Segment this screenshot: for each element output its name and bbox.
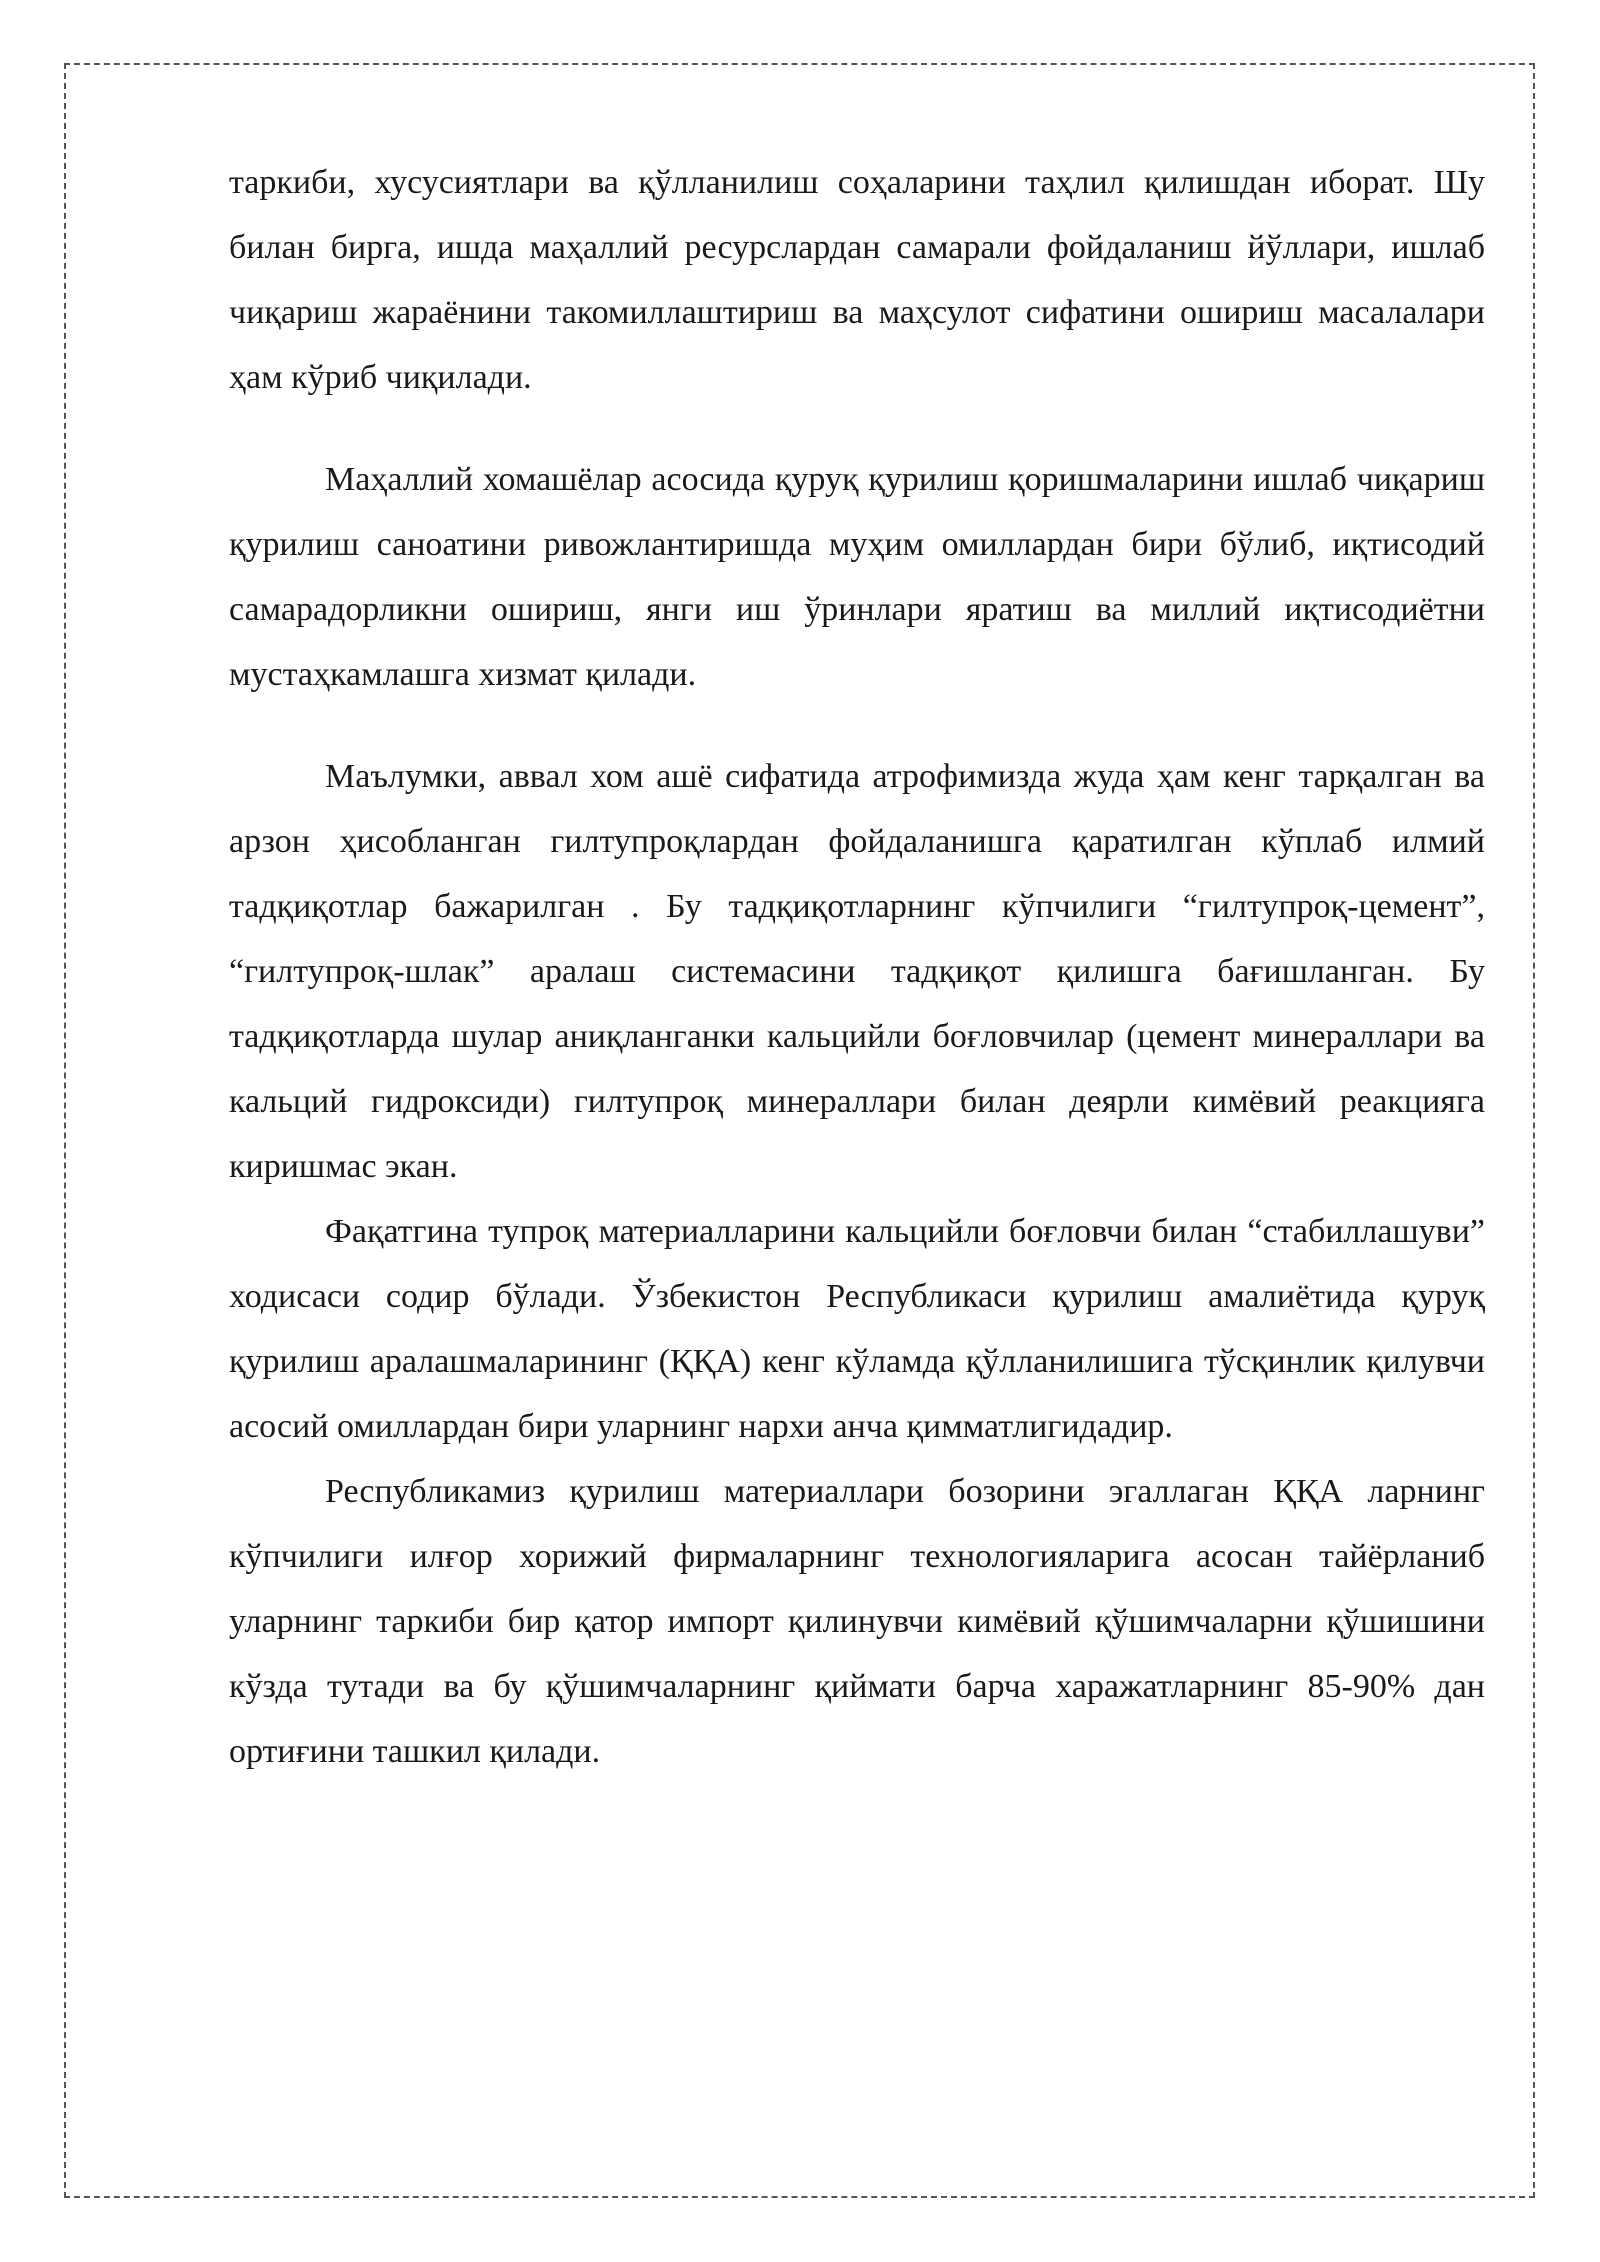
document-body bbox=[229, 150, 1485, 1784]
paragraph-3: Маълумки, аввал хом ашё сифатида атрофимизда жуда ҳам кенг тарқалган ва арзон ҳисобланган гилтупроқлардан фойдаланишга қаратилган кўплаб илмий тадқиқотлар бажарилган . Бу тадқиқотларнинг кўпчилиги “гилтупроқ-цемент”, “гилтупроқ-шлак” аралаш системасини тадқиқот қилишга бағишланган. Бу тадқиқотларда шулар аниқланганки кальцийли боғловчилар (цемент минераллари ва кальций гидроксиди) гилтупроқ минераллари билан деярли кимёвий реакцияга киришмас экан. bbox=[229, 758, 1485, 1185]
paragraph-5: Республикамиз қурилиш материаллари бозорини эгаллаган ҚҚА ларнинг кўпчилиги илғор хорижий фирмаларнинг технологияларига асосан тайёрланиб уларнинг таркиби бир қатор импорт қилинувчи кимёвий қўшимчаларни қўшишини кўзда тутади ва бу қўшимчаларнинг қиймати барча харажатларнинг 85-90% дан ортиғини ташкил қилади. bbox=[229, 1473, 1485, 1770]
paragraph-1: таркиби, хусусиятлари ва қўлланилиш соҳаларини таҳлил қилишдан иборат. Шу билан бирга, ишда маҳаллий ресурслардан самарали фойдаланиш йўллари, ишлаб чиқариш жараёнини такомиллаштириш ва маҳсулот сифатини ошириш масалалари ҳам кўриб чиқилади. bbox=[229, 164, 1485, 396]
paragraph-4: Фақатгина тупроқ материалларини кальцийли боғловчи билан “стабиллашуви” ходисаси содир бўлади. Ўзбекистон Республикаси қурилиш амалиётида қуруқ қурилиш аралашмаларининг (ҚҚА) кенг кўламда қўлланилишига тўсқинлик қилувчи асосий омиллардан бири уларнинг нархи анча қимматлигидадир. bbox=[229, 1213, 1485, 1445]
paragraph-2: Маҳаллий хомашёлар асосида қуруқ қурилиш қоришмаларини ишлаб чиқариш қурилиш саноатини ривожлантиришда муҳим омиллардан бири бўлиб, иқтисодий самарадорликни ошириш, янги иш ўринлари яратиш ва миллий иқтисодиётни мустаҳкамлашга хизмат қилади. bbox=[229, 461, 1485, 693]
